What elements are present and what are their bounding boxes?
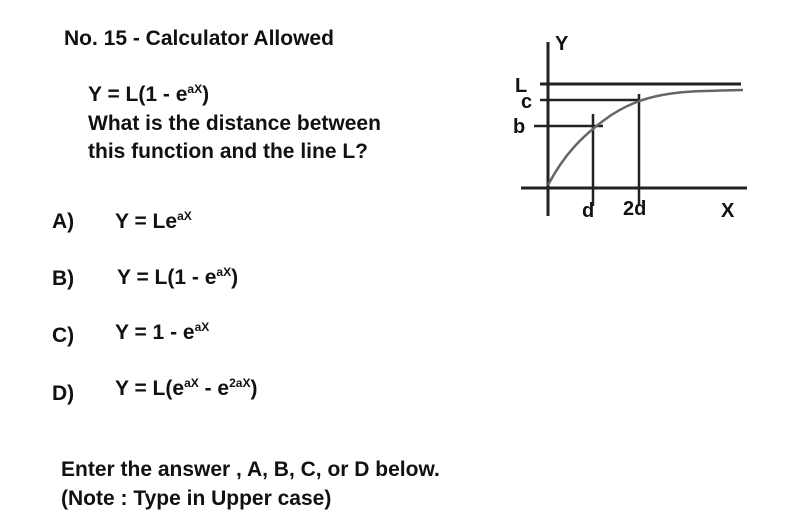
instruction-line-1: Enter the answer , A, B, C, or D below. [61,458,440,481]
option-d-letter: D) [52,382,75,405]
option-a-formula: $Y = Le^{aX}$ [115,209,192,233]
tick-label-2d: 2d [623,198,647,220]
instruction-line-2: (Note : Type in Upper case) [61,487,332,510]
option-c-formula: $Y = 1 - e^{aX}$ [115,320,210,344]
option-c-letter: C) [52,324,75,347]
option-d-formula: $Y = L(e^{aX} - e^{2aX})$ [115,376,258,400]
tick-label-l: L [515,75,528,97]
option-b-formula: $Y = L(1 - e^{aX})$ [117,265,239,289]
question-text-line-1: What is the distance between [88,112,381,135]
function-graph [505,28,755,228]
tick-label-d: d [582,200,595,222]
function-curve [548,90,743,185]
x-axis-label: X [721,200,735,222]
y-axis-label: Y [555,33,569,55]
question-title: No. 15 - Calculator Allowed [64,27,334,50]
tick-label-c: c [521,91,533,113]
option-a-letter: A) [52,210,75,233]
option-b-letter: B) [52,267,75,290]
question-equation: $Y = L(1 - e^{aX})$ [88,82,210,106]
tick-label-b: b [513,116,526,138]
question-text-line-2: this function and the line L? [88,140,368,163]
